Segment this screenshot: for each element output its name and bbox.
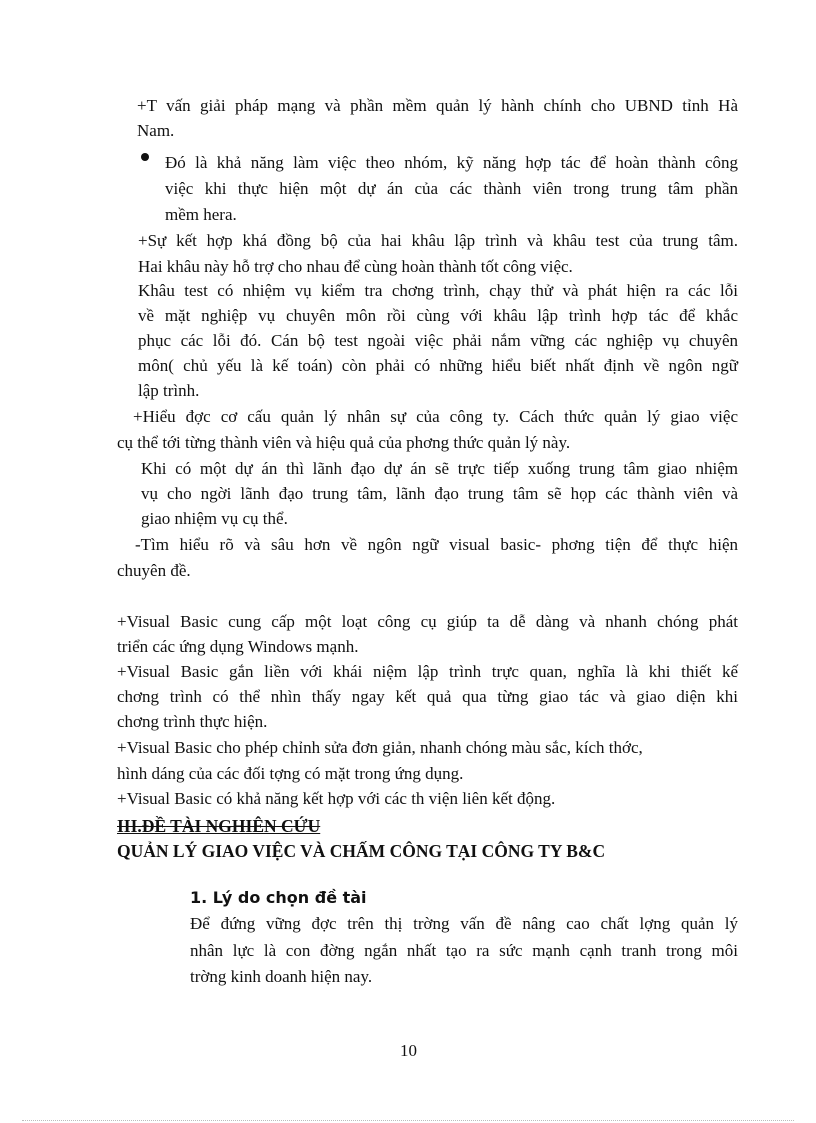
- body-line: +Visual Basic gắn liền với khái niệm lập trình trực quan, nghĩa là khi thiết kế: [117, 662, 738, 681]
- body-line: Đó là khả năng làm việc theo nhóm, kỹ năng hợp tác để hoàn thành công: [165, 153, 738, 172]
- body-line: Nam.: [137, 121, 175, 140]
- body-line: Khâu test có nhiệm vụ kiểm tra chơng trình, chạy thử và phát hiện ra các lỗi: [138, 281, 738, 300]
- body-line: +Visual Basic có khả năng kết hợp với các th viện liên kết động.: [117, 789, 556, 808]
- body-line: -Tìm hiểu rõ và sâu hơn về ngôn ngữ visual basic- phơng tiện để thực hiện: [135, 535, 738, 554]
- body-line: chơng trình có thể nhìn thấy ngay kết quả qua từng giao tác và giao diện khi: [117, 687, 738, 706]
- body-line: Hai khâu này hỗ trợ cho nhau để cùng hoàn thành tốt công việc.: [138, 257, 573, 276]
- subsection-heading: 1. Lý do chọn đề tài: [190, 888, 367, 907]
- body-line: lập trình.: [138, 381, 200, 400]
- body-line: mềm hera.: [165, 205, 237, 224]
- body-line: Khi có một dự án thì lãnh đạo dự án sẽ trực tiếp xuống trung tâm giao nhiệm: [141, 459, 738, 478]
- body-line: phục các lỗi đó. Cán bộ test ngoài việc phải nắm vững các nghiệp vụ chuyên: [138, 331, 738, 350]
- body-line: cụ thể tới từng thành viên và hiệu quả của phơng thức quản lý này.: [117, 433, 571, 452]
- body-line: triển các ứng dụng Windows mạnh.: [117, 637, 359, 656]
- body-line: Để đứng vững đợc trên thị trờng vấn đề nâng cao chất lợng quản lý: [190, 914, 738, 933]
- body-line: vụ cho ngời lãnh đạo trung tâm, lãnh đạo trung tâm sẽ họp các thành viên và: [141, 484, 738, 503]
- body-line: trờng kinh doanh hiện nay.: [190, 967, 373, 986]
- body-line: +Visual Basic cho phép chỉnh sửa đơn giản, nhanh chóng màu sắc, kích thớc,: [117, 738, 643, 757]
- body-line: chơng trình thực hiện.: [117, 712, 268, 731]
- body-line: nhân lực là con đờng ngắn nhất tạo ra sức mạnh cạnh tranh trong môi: [190, 941, 738, 960]
- page-number: 10: [400, 1041, 417, 1060]
- body-line: chuyên đề.: [117, 561, 191, 580]
- bullet-icon: [141, 153, 149, 161]
- body-line: môn( chủ yếu là kế toán) còn phải có những hiểu biết nhất định về ngôn ngữ: [138, 356, 738, 375]
- topic-title: QUẢN LÝ GIAO VIỆC VÀ CHẤM CÔNG TẠI CÔNG TY B&C: [117, 841, 606, 861]
- body-line: +T vấn giải pháp mạng và phần mềm quản lý hành chính cho UBND tỉnh Hà: [137, 96, 738, 115]
- body-line: về mặt nghiệp vụ chuyên môn rồi cùng với khâu lập trình hợp tác để khắc: [138, 306, 738, 325]
- body-line: việc khi thực hiện một dự án của các thành viên trong trung tâm phần: [165, 179, 738, 198]
- page-bottom-border: [22, 1120, 794, 1121]
- body-line: +Sự kết hợp khá đồng bộ của hai khâu lập trình và khâu test của trung tâm.: [138, 231, 738, 250]
- body-line: +Visual Basic cung cấp một loạt công cụ giúp ta dễ dàng và nhanh chóng phát: [117, 612, 738, 631]
- body-line: +Hiểu đợc cơ cấu quản lý nhân sự của công ty. Cách thức quản lý giao việc: [133, 407, 738, 426]
- section-heading: III.ĐỀ TÀI NGHIÊN CỨU: [117, 816, 321, 836]
- body-line: giao nhiệm vụ cụ thể.: [141, 509, 288, 528]
- body-line: hình dáng của các đối tợng có mặt trong ứng dụng.: [117, 764, 464, 783]
